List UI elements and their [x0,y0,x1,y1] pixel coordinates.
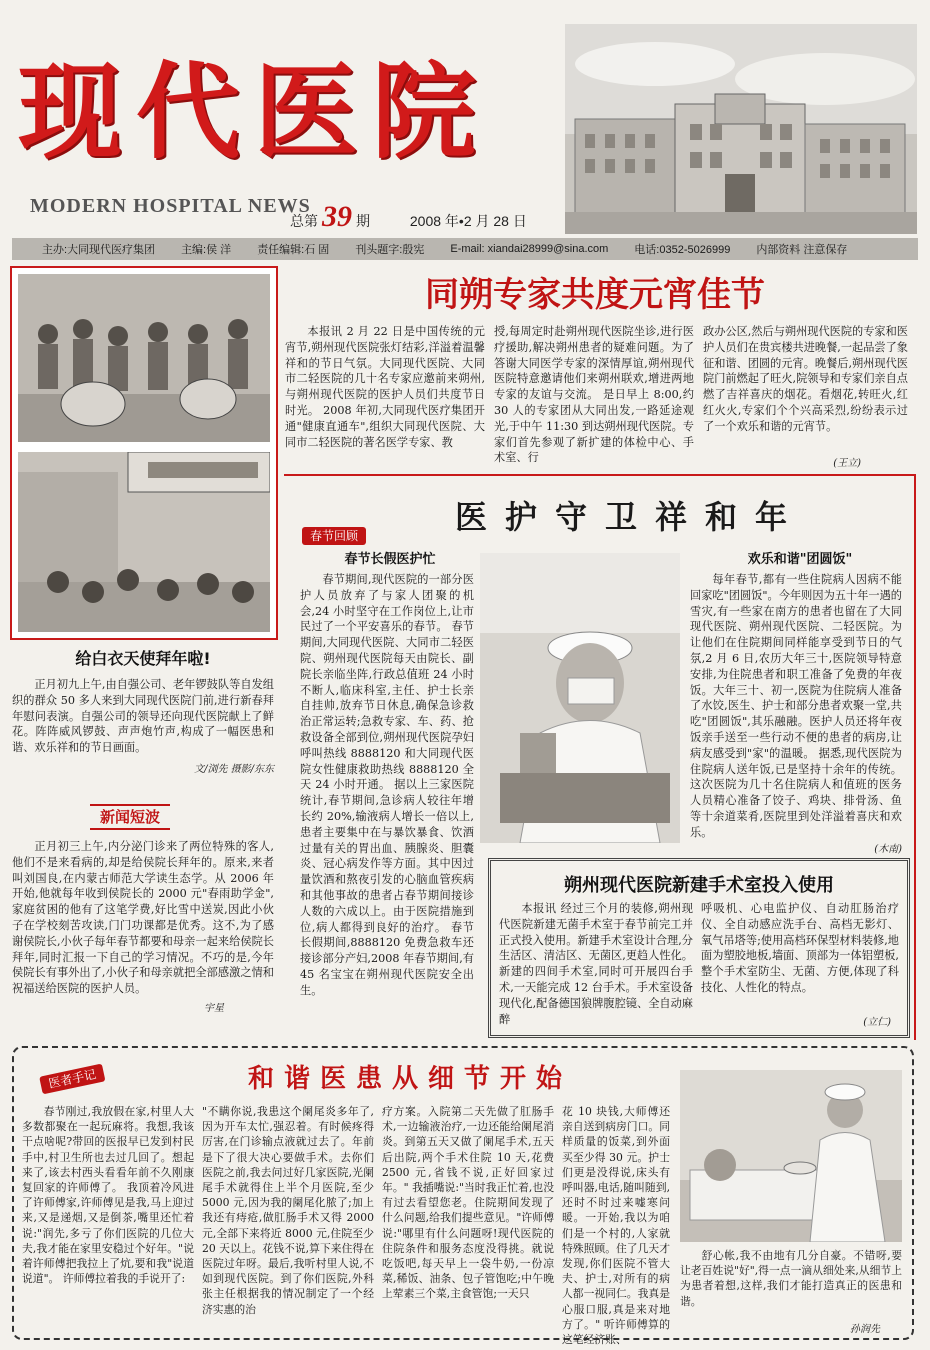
info-calligraphy: 刊头题字:殷宪 [355,244,425,256]
info-note: 内部资料 注意保存 [756,244,848,256]
feature-tag: 春节回顾 [302,527,366,545]
nurse-patient-photo [680,1070,902,1242]
bottom-byline: 孙润先 [850,1324,880,1335]
left-photo-frame [10,266,278,640]
info-phone: 电话:0352-5026999 [634,244,731,256]
issue-suffix: 期 [356,213,370,229]
feature-right-body: 每年春节,都有一些住院病人因病不能回家吃"团圆饭"。今年则因为五十年一遇的雪灾,有一些家在南方的患者也留在了大同现代医院、朔州现代医院、二轻医院。为让他们在住院期间同样能享受到节日的气氛,2 月 6 日,农历大年三十,医院领导特意安排,为住院患者和职工准备了免费的年夜饭。大年三十、初一,医院为住院病人准备了水饺,医生、护士和部分患者欢聚一堂,共吃"团圆饭",其乐融融。医护人员还将年夜饭亲手送至一些行动不便的患者的病房,让病友感受到"家"的温暖。 据悉,现代医院为住院病人送年饭,已是坚持十余年的传统。这次医院为几十名住院病人和值班的医务人员精心准备了饺子、鸡块、排骨汤、鱼等十余道菜肴,医院里到处洋溢着喜庆和欢乐。 [690,573,902,839]
bottom-col2: "不瞒你说,我患这个阑尾炎多年了,因为开车太忙,强忍着。有时候疼得厉害,在门诊输点液就过去了。年前是下了很大决心要做手术。去你们医院之前,我去问过好几家医院,光阑尾手术就得住上半个月医院,至少 5000 元,因为我的阑尾化脓了;加上我还有痔疮,做肛肠手术又得 2000 元,全部下来将近 8000 元,住院至少 20 天以上。花钱不说,算下来住得在医院过年呀。最后,我听村里人说,不如到现代医院。到了你们医院,外科张主任根据我的情况制定了一个经济实惠的治 [202,1105,374,1316]
bottom-col4: 花 10 块钱,大师傅还亲自送到病房门口。同样质量的饭菜,到外面买至少得 30 元。护士们更是没得说,床头有呼叫器,电话,随叫随到,还时不时过来嘘寒问暖。一开始,我以为咱们是一个村的,人家就特殊照顾。住了几天才发现,你们医院不管大夫、护士,对所有的病人都一视同仁。我真是心服口服,真是来对地方了。" 听许师傅算的这笔经济账、 [562,1105,670,1347]
bottom-col3: 疗方案。入院第二天先做了肛肠手术,一边输液治疗,一边还能给阑尾消炎。到第五天又做了阑尾手术,五天后出院,两个手术住院 10 天,花费 2500 元,省钱不说,正好回家过年。" 我插嘴说:"当时我正忙着,也没有过去看望您老。住院期间发现了什么问题,给我们提些意见。"许师傅说:"哪里有什么问题呀!现代医院的住院条件和服务态度没得挑。就说吃饭吧,每天早上一袋牛奶,一份凉菜,稀饭、油条、包子管饱吃;中午晚上荤素三个菜,主食管饱;一天只 [382,1105,554,1301]
masthead-title: 现代医院 [18,50,491,173]
main-headline: 同朔专家共度元宵佳节 [425,275,765,315]
feature-sub-left: 春节长假医护忙 [344,552,436,567]
info-chief-editor: 主编:侯 洋 [181,244,232,256]
main-story-col2: 授,每周定时赴朔州现代医院坐诊,进行医疗援助,解决朔州患者的疑难问题。为了答谢大同医学专家的深情厚谊,朔州现代医院特意邀请他们来朔州联欢,增进两地专家的友谊与交流。 是日早上 8:00,约 30 人的专家团从大同出发,一路延途观光,于中午 11:30 到达朔州现代医院。专家们首先参观了新扩建的体检中心、手术室、行 [494,325,694,465]
main-story-byline: (王立) [833,458,861,469]
issue-prefix: 总第 [290,213,318,229]
surgery-box [488,858,910,1038]
left-story-headline: 给白衣天使拜年啦! [75,649,211,668]
news-short-body: 正月初三上午,内分泌门诊来了两位特殊的客人,他们不是来看病的,却是给侯院长拜年的。原来,来者叫刘国良,在内蒙古师范大学读生态学。从 2006 年开始,他就每年收到侯院长的 2000 元"春雨助学金",家庭贫困的他有了这笔学费,好比雪中送炭,因此小伙子在学校刻苦攻读,门门功课都是优秀。这不,为了感谢侯院长,小伙子每年春节都要和母亲一起来给侯院长拜年,同时汇报一下自己的学习情况。不巧的是,今年侯院长有事外出了,小伙子和母亲就把全部感激之情和祝福送给医院的医护人员。 [12,840,274,996]
feature-headline: 医护守卫祥和年 [454,498,805,536]
left-story-body: 正月初九上午,由自强公司、老年锣鼓队等自发组织的群众 50 多人来到大同现代医院门前,进行新春拜年慰问表演。自强公司的领导还向现代医院献上了鲜花。阵阵威风锣鼓、声声炮竹声,构成了一幅医患和谐、欢乐祥和的节日画面。 [12,678,274,755]
main-story-col1: 本报讯 2 月 22 日是中国传统的元宵节,朔州现代医院张灯结彩,洋溢着温馨祥和的节日气氛。大同现代医院、大同市二轻医院的几十名专家应邀前来朔州,与朔州现代医院的医护人员们共度节日时光。 2008 年初,大同现代医疗集团开通"健康直通车",组织大同现代医院、大同市二轻医院的著名医学专家、教 [285,325,485,449]
issue-number: 39 [322,200,352,233]
feature-sub-right: 欢乐和谐"团圆饭" [747,552,853,567]
main-story-col3: 政办公区,然后与朔州现代医院的专家和医护人员们在贵宾楼共进晚餐,一起品尝了象征和谐、团圆的元宵。晚餐后,朔州现代医院门前燃起了旺火,院领导和专家们亲自点燃了吉祥喜庆的烟花。看烟花,转旺火,红红火火,专家们个个兴高采烈,纷纷表示过了一个欢乐和谐的元宵节。 [703,325,908,433]
info-sponsor: 主办:大同现代医疗集团 [42,244,156,256]
surgery-headline: 朔州现代医院新建手术室投入使用 [564,875,834,896]
drum-troupe-photo [18,274,270,442]
masthead-english: MODERN HOSPITAL NEWS [30,195,311,217]
bottom-col1: 春节刚过,我放假在家,村里人大多数都聚在一起玩麻将。我想,我该干点啥呢?带回的医报早已发到村民手中,村卫生所也去过几回了。想起来了,该去村西头看看年前不久刚康复回家的许师傅了。 我顶着冷风进了许师傅家,许师傅见是我,马上迎过来,又是递烟,又是倒茶,嘴里还忙着说:"润先,多亏了你们医院的几位大夫,我才能在家里安稳过个好年。"说着许师傅把我拉上了炕,要和我"说道说道"。 许师傅拉着我的手说开了: [22,1105,194,1286]
hospital-building-photo [565,24,917,234]
news-short-headline: 新闻短波 [90,804,170,830]
surgery-col2: 呼吸机、心电监护仪、自动肛肠治疗仪、全自动感应洗手台、高档无影灯、氧气吊塔等;使用高档环保型材料装修,地面为塑胶地板,墙面、顶部为一体铝塑板,整个手术室防尘、无菌、方便,体现了科技化、人性化的特点。 [701,902,899,994]
bottom-headline: 和谐医患从细节开始 [247,1064,572,1094]
issue-date: 2008 年•2 月 28 日 [409,213,527,229]
news-short-byline: 宇星 [204,1002,224,1014]
info-editor: 责任编辑:石 固 [257,244,330,256]
surgery-byline: (立仁) [863,1017,891,1028]
surgery-col1: 本报讯 经过三个月的装修,朔州现代医院新建无菌手术室于春节前完工并正式投入使用。新建手术室设计合理,分生活区、清洁区、无菌区,更趋人性化。新建的四间手术室,同时可开展四台手术,一天能完成 12 台手术。手术室设备现代化,配备德国狼牌腹腔镜、全自动麻醉 [499,902,693,1026]
issue-info [290,200,527,234]
bottom-col5: 舒心帐,我不由地有几分自豪。不错呀,要让老百姓说"好",得一点一滴从细处来,从细节上为患者着想,这样,我们才能打造真正的医患和谐。 [680,1249,902,1308]
new-year-crowd-photo [18,452,270,632]
nurse-photo [480,553,680,843]
bottom-tag: 医者手记 [39,1064,105,1095]
info-email: E-mail: xiandai28999@sina.com [450,243,609,255]
feature-left-body: 春节期间,现代医院的一部分医护人员放弃了与家人团聚的机会,24 小时坚守在工作岗位上,让市民过了一个平安喜乐的春节。 春节期间,大同现代医院、大同市二轻医院、朔州现代医院每天由院长、副院长亲临坐阵,行政总值班 24 小时不断人,临床科室,主任、护士长亲自挂帅,放弃节日休息,确保急诊救治正常运转;急救专家、车、药、抢救设备全部到位,朔州现代医院孕妇呼叫热线 8888120 和大同现代医院女性健康救助热线 8888120 全天 24 小时开通。 据以上三家医院统计,春节期间,急诊病人较往年增长约 20%,输液病人增长一倍以上,患者主要集中在与暴饮暴食、饮酒过量有关的胃出血、胰腺炎、胆囊炎、冠心病发作等方面。其中因过量饮酒和熬夜引发的心脑血管疾病和其他事故的患者占春节期间接诊人数的六成以上。由于医院措施到位,病人都得到良好的治疗。 春节长假期间,8888120 免费急救车还接诊部分产妇,2008 年春节期间,有 45 名宝宝在朔州现代医院安全出生。 [300,573,474,997]
feature-right-byline: (木南) [874,844,902,855]
info-bar [12,238,918,260]
left-story-byline: 文/浏先 摄影/东东 [194,763,274,775]
